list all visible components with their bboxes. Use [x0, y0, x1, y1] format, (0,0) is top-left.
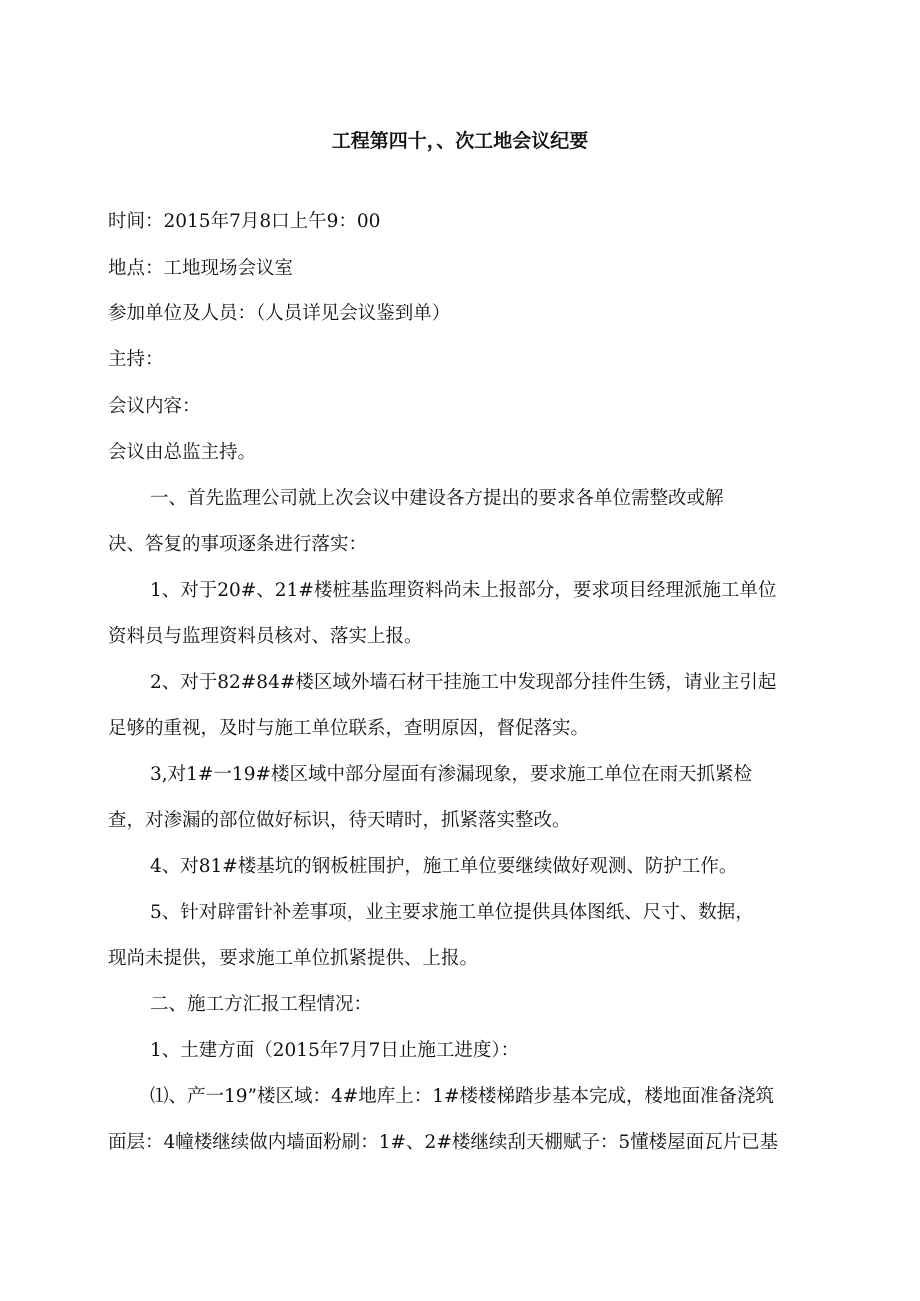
paragraph-line: 决、答复的事项逐条进行落实：: [108, 534, 368, 555]
meeting-host: 主持：: [108, 349, 164, 370]
document-title: 工程第四十，、次工地会议纪要: [331, 130, 589, 152]
paragraph-line: ⑴、产一19”楼区域：4#地库上：1#楼楼梯踏步基本完成，楼地面准备浇筑: [150, 1086, 775, 1107]
meeting-content-label: 会议内容：: [108, 396, 201, 417]
paragraph-line: 查，对渗漏的部位做好标识，待天晴时，抓紧落实整改。: [108, 810, 571, 831]
paragraph-line: 资料员与监理资料员核对、落实上报。: [108, 626, 423, 647]
paragraph-line: 2、对于82#84#楼区域外墙石材干挂施工中发现部分挂件生锈，请业主引起: [150, 672, 777, 693]
paragraph-line: 现尚未提供，要求施工单位抓紧提供、上报。: [108, 948, 479, 969]
paragraph-line: 3,对1#一19#楼区域中部分屋面有渗漏现象，要求施工单位在雨天抓紧检: [150, 764, 752, 785]
paragraph-line: 5、针对辟雷针补差事项，业主要求施工单位提供具体图纸、尺寸、数据，: [150, 902, 754, 923]
paragraph-line: 面层：4幢楼继续做内墙面粉刷：1#、2#楼继续刮天棚赋子：5懂楼屋面瓦片已基: [108, 1132, 779, 1153]
meeting-place: 地点：工地现场会议室: [108, 258, 294, 279]
meeting-time: 时间：2015年7月8口上午9：00: [108, 211, 381, 232]
paragraph-line: 1、土建方面（2015年7月7日止施工进度）：: [150, 1040, 520, 1061]
section-heading: 二、施工方汇报工程情况：: [150, 994, 373, 1015]
meeting-attendees: 参加单位及人员：（人员详见会议鉴到单）: [108, 303, 451, 324]
paragraph-line: 一、首先监理公司就上次会议中建设各方提出的要求各单位需整改或解: [150, 488, 724, 509]
paragraph-line: 4、对81#楼基坑的钢板桩围护，施工单位要继续做好观测、防护工作。: [150, 856, 738, 877]
paragraph-line: 足够的重视，及时与施工单位联系，查明原因，督促落实。: [108, 718, 590, 739]
paragraph-line: 会议由总监主持。: [108, 442, 257, 463]
paragraph-line: 1、对于20#、21#楼桩基监理资料尚未上报部分，要求项目经理派施工单位: [150, 580, 777, 601]
